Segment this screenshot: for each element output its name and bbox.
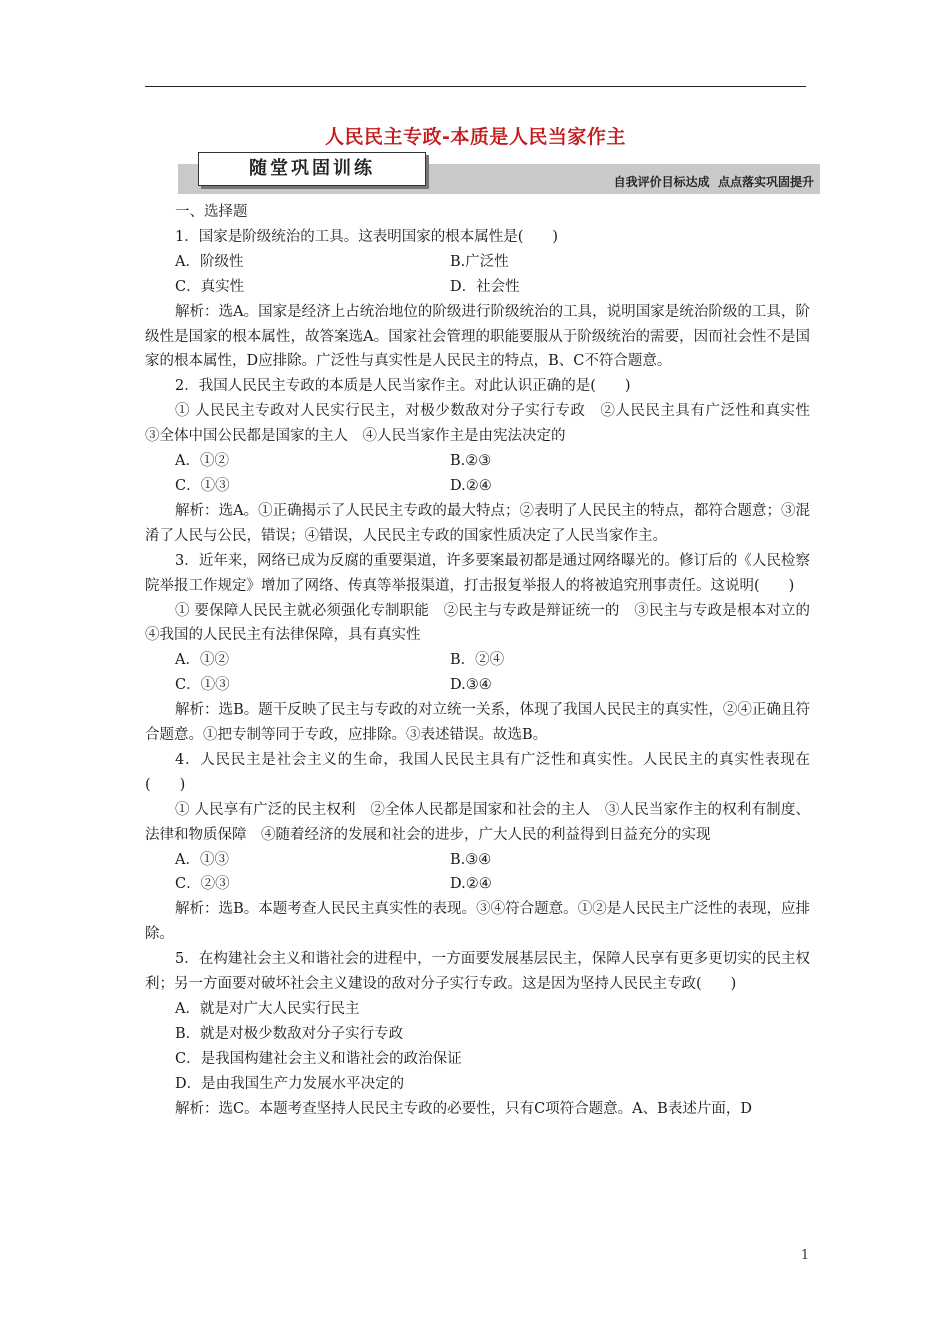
question-5-analysis: 解析：选C。本题考查坚持人民民主专政的必要性，只有C项符合题意。A、B表述片面，D [175, 1100, 752, 1117]
option-c: C．②③ [175, 876, 230, 893]
question-1-options-row-1 [145, 250, 810, 275]
option-a: A．①② [175, 453, 229, 470]
option-d: D.③④ [450, 677, 492, 694]
option-c: C．真实性 [175, 278, 245, 295]
banner-label-box: 随堂巩固训练 [198, 152, 426, 186]
page-title: 人民民主专政-本质是人民当家作主 [325, 126, 626, 148]
question-3-items: ① 要保障人民民主就必须强化专制职能 ②民主与专政是辩证统一的 ③民主与专政是根本对立的 ④我国的人民民主有法律保障，具有真实性 [145, 602, 825, 644]
option-c: C．是我国构建社会主义和谐社会的政治保证 [175, 1050, 462, 1067]
question-1-options-row-2 [145, 275, 810, 300]
question-2-stem: 2．我国人民民主专政的本质是人民当家作主。对此认识正确的是( ) [175, 378, 631, 395]
header-rule [145, 86, 806, 87]
question-2-options-row-2 [145, 474, 810, 499]
question-5-stem: 5．在构建社会主义和谐社会的进程中，一方面要发展基层民主，保障人民享有更多更切实的民主权利；另一方面要对破坏社会主义建设的敌对分子实行专政。这是因为坚持人民民主专政( ) [145, 951, 810, 993]
question-4-stem: 4．人民民主是社会主义的生命，我国人民民主具有广泛性和真实性。人民民主的真实性表现在( ) [145, 751, 810, 793]
question-3-options-row-1 [145, 648, 810, 673]
option-a: A．①② [175, 652, 229, 669]
question-3-options-row-2 [145, 673, 810, 698]
option-b: B.③④ [450, 851, 492, 868]
option-d: D.②④ [450, 876, 492, 893]
page-number: 1 [800, 1248, 810, 1263]
question-4-options-row-2 [145, 872, 810, 897]
option-a: A．①③ [175, 851, 229, 868]
question-3-analysis: 解析：选B。题干反映了民主与专政的对立统一关系，体现了我国人民民主的真实性，②④正确且符合题意。①把专制等同于专政，应排除。③表述错误。故选B。 [145, 702, 810, 744]
question-3-stem: 3．近年来，网络已成为反腐的重要渠道，许多要案最初都是通过网络曝光的。修订后的《人民检察院举报工作规定》增加了网络、传真等举报渠道，打击报复举报人的将被追究刑事责任。这说明( ) [145, 552, 810, 594]
option-b: B.广泛性 [450, 253, 509, 270]
option-c: C．①③ [175, 477, 230, 494]
section-heading: 一、选择题 [175, 204, 248, 220]
banner-tagline: 自我评价目标达成 点点落实巩固提升 [613, 175, 814, 189]
question-1-stem: 1．国家是阶级统治的工具。这表明国家的根本属性是( ) [175, 228, 559, 245]
option-d: D.②④ [450, 477, 492, 494]
question-4-items: ① 人民享有广泛的民主权利 ②全体人民都是国家和社会的主人 ③人民当家作主的权利有制度、法律和物质保障 ④随着经济的发展和社会的进步，广大人民的利益得到日益充分的实现 [145, 801, 810, 843]
document-body [145, 200, 825, 1122]
option-d: D．是由我国生产力发展水平决定的 [175, 1075, 405, 1092]
option-c: C．①③ [175, 677, 230, 694]
question-2-options-row-1 [145, 449, 810, 474]
question-4-analysis: 解析：选B。本题考查人民民主真实性的表现。③④符合题意。①②是人民民主广泛性的表现，应排除。 [145, 901, 810, 943]
option-b: B.②③ [450, 453, 492, 470]
question-4-options-row-1 [145, 848, 810, 873]
option-d: D．社会性 [450, 278, 520, 295]
option-b: B．就是对极少数敌对分子实行专政 [175, 1025, 404, 1042]
question-1-analysis: 解析：选A。国家是经济上占统治地位的阶级进行阶级统治的工具，说明国家是统治阶级的工具，阶级性是国家的根本属性，故答案选A。国家社会管理的职能要服从于阶级统治的需要，因而社会性不是国家的根本属性，D应排除。广泛性与真实性是人民民主的特点，B、C不符合题意。 [145, 303, 810, 370]
question-2-items: ① 人民民主专政对人民实行民主，对极少数敌对分子实行专政 ②人民民主具有广泛性和真实性 ③全体中国公民都是国家的主人 ④人民当家作主是由宪法决定的 [145, 403, 825, 445]
option-a: A．就是对广大人民实行民主 [175, 1001, 360, 1017]
question-2-analysis: 解析：选A。①正确揭示了人民民主专政的最大特点；②表明了人民民主的特点，都符合题意；③混淆了人民与公民，错误；④错误，人民民主专政的国家性质决定了人民当家作主。 [145, 502, 810, 544]
option-b: B．②④ [450, 652, 505, 669]
option-a: A．阶级性 [175, 253, 244, 270]
